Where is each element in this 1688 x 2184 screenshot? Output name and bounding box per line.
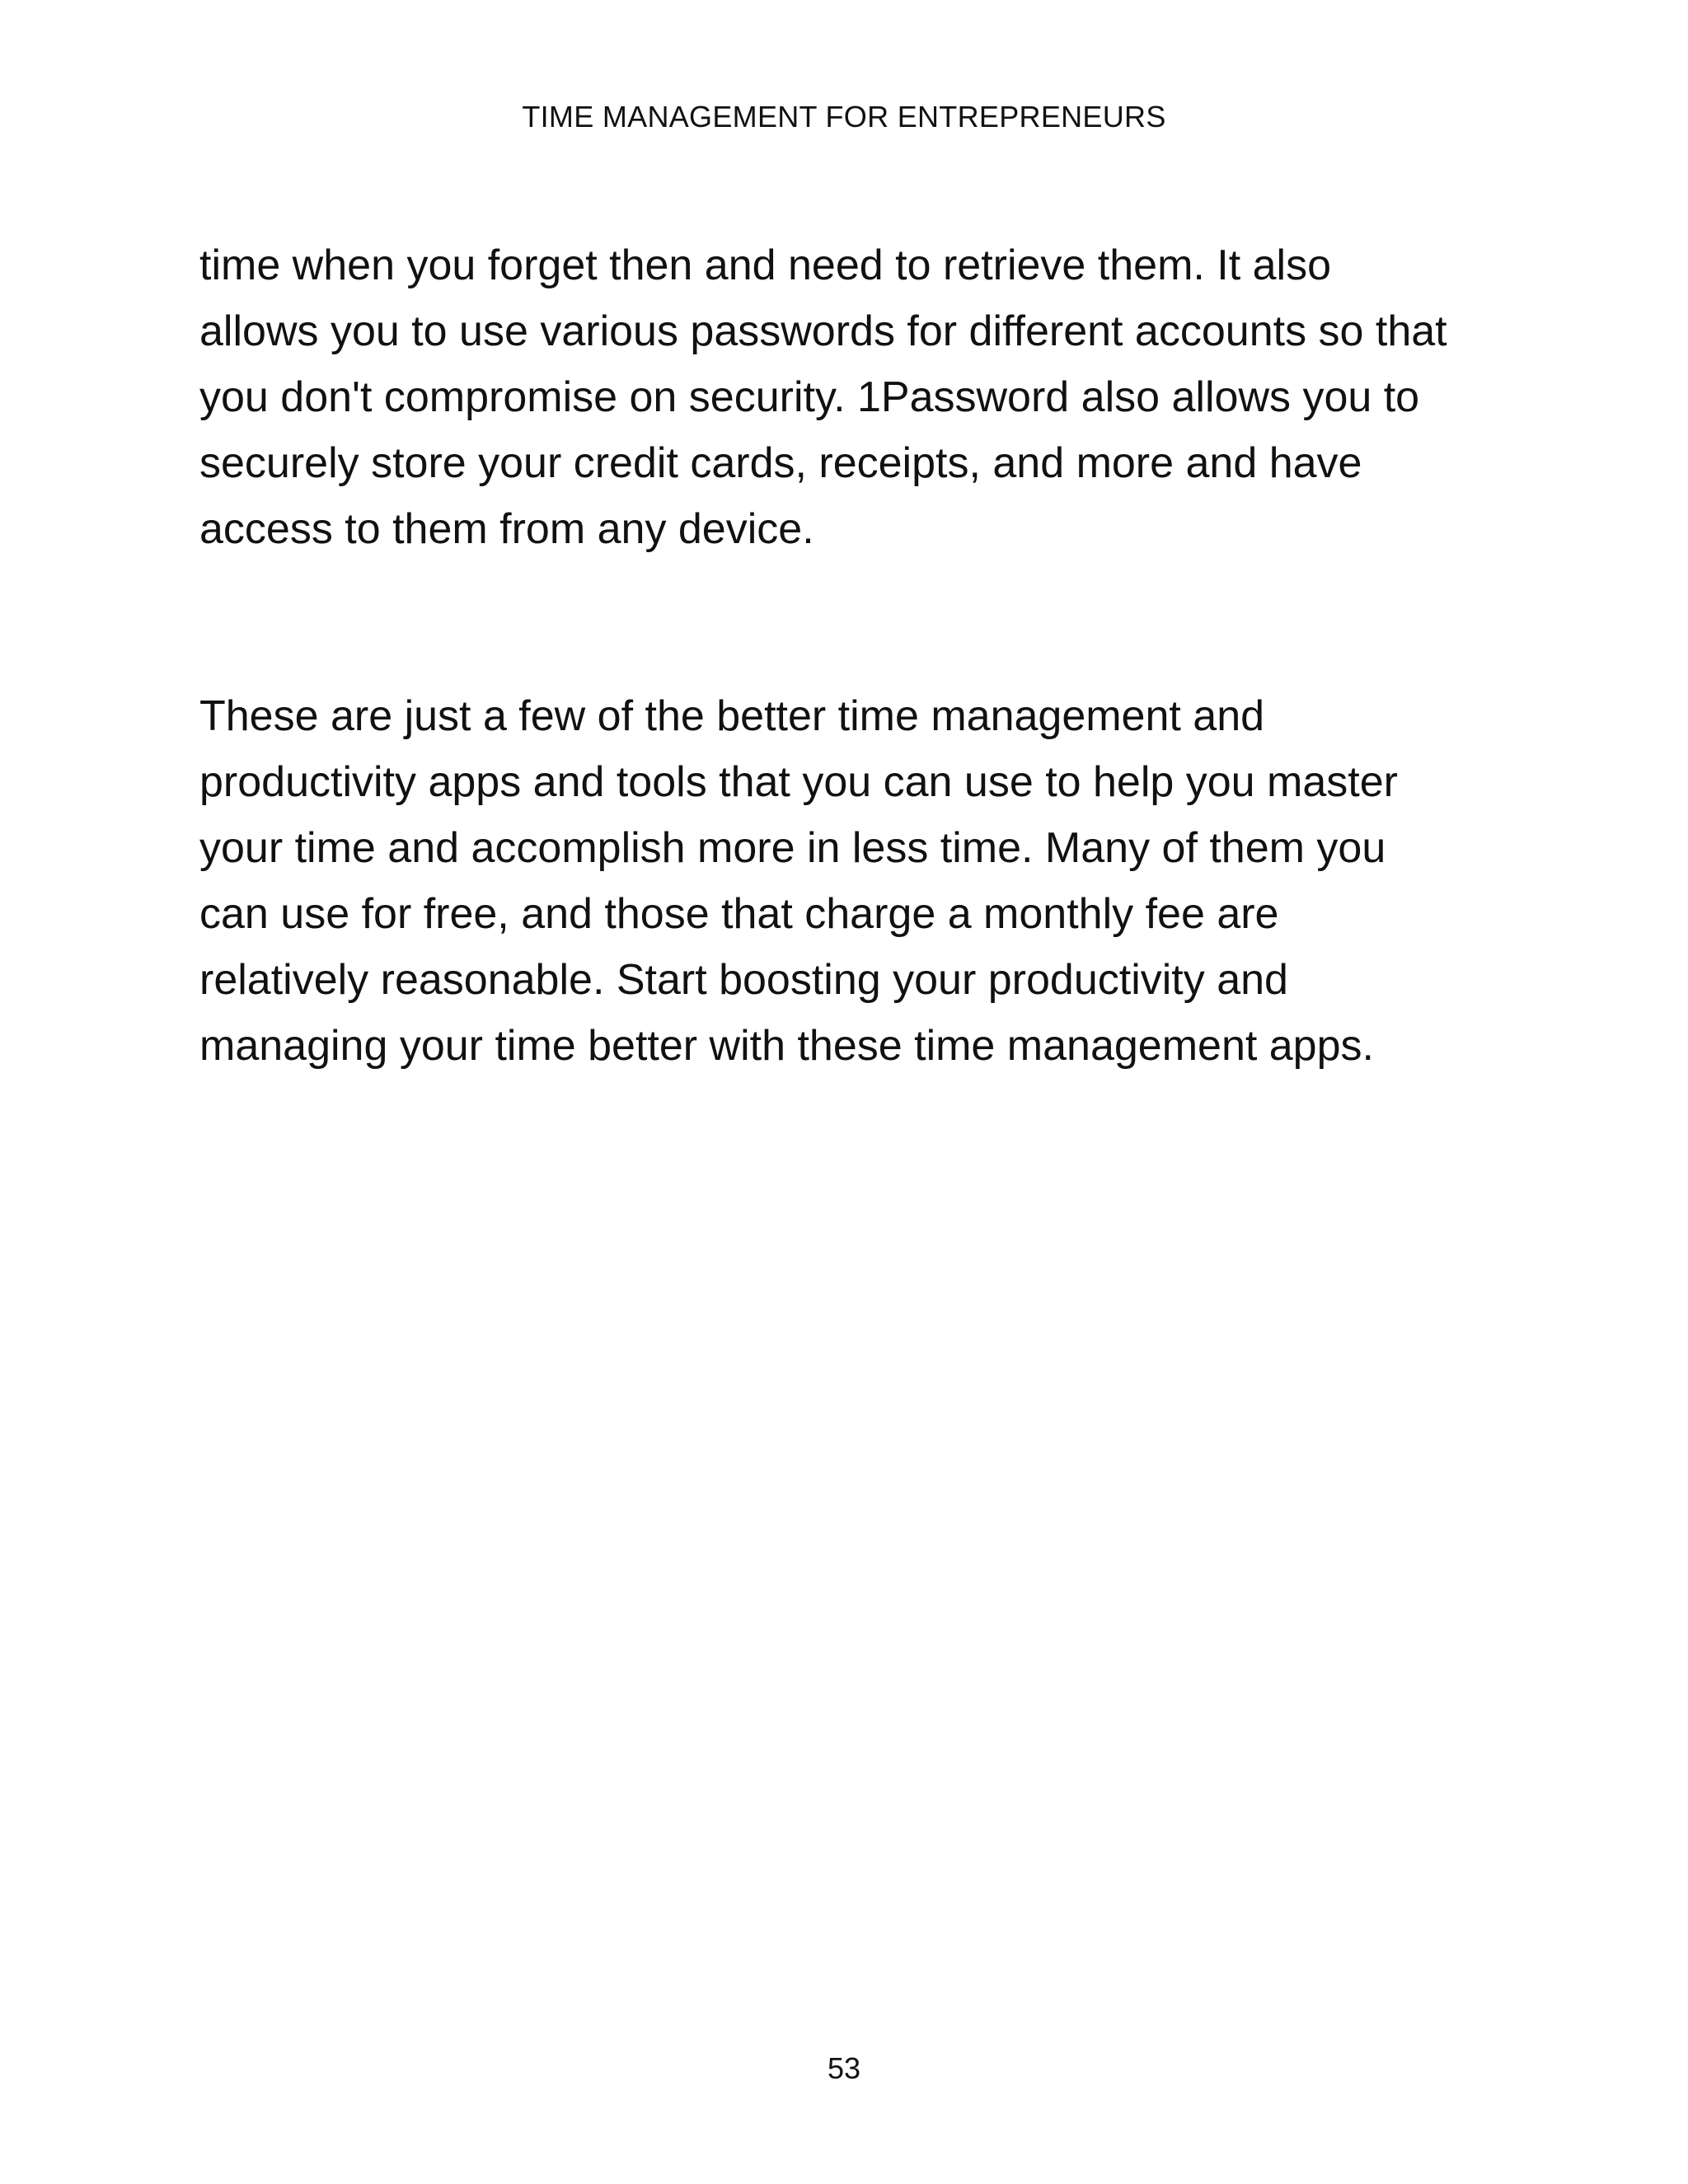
paragraph-line: productivity apps and tools that you can use to help you master	[199, 758, 1398, 806]
paragraph-line: allows you to use various passwords for different accounts so that	[199, 307, 1447, 355]
paragraph-line: relatively reasonable. Start boosting your productivity and	[199, 956, 1288, 1004]
paragraph-line: These are just a few of the better time management and	[199, 692, 1265, 740]
paragraph-1	[199, 232, 1518, 562]
paragraph-line: managing your time better with these time management apps.	[199, 1022, 1374, 1070]
paragraph-line: access to them from any device.	[199, 505, 814, 553]
page-number: 53	[827, 2051, 861, 2085]
running-header: TIME MANAGEMENT FOR ENTREPRENEURS	[522, 100, 1166, 134]
paragraph-line: your time and accomplish more in less time. Many of them you	[199, 824, 1386, 872]
paragraph-line: securely store your credit cards, receipts, and more and have	[199, 439, 1362, 487]
paragraph-line: time when you forget then and need to retrieve them. It also	[199, 241, 1332, 289]
paragraph-line: can use for free, and those that charge a monthly fee are	[199, 890, 1279, 938]
paragraph-line: you don't compromise on security. 1Password also allows you to	[199, 373, 1420, 421]
paragraph-2	[199, 683, 1518, 1079]
